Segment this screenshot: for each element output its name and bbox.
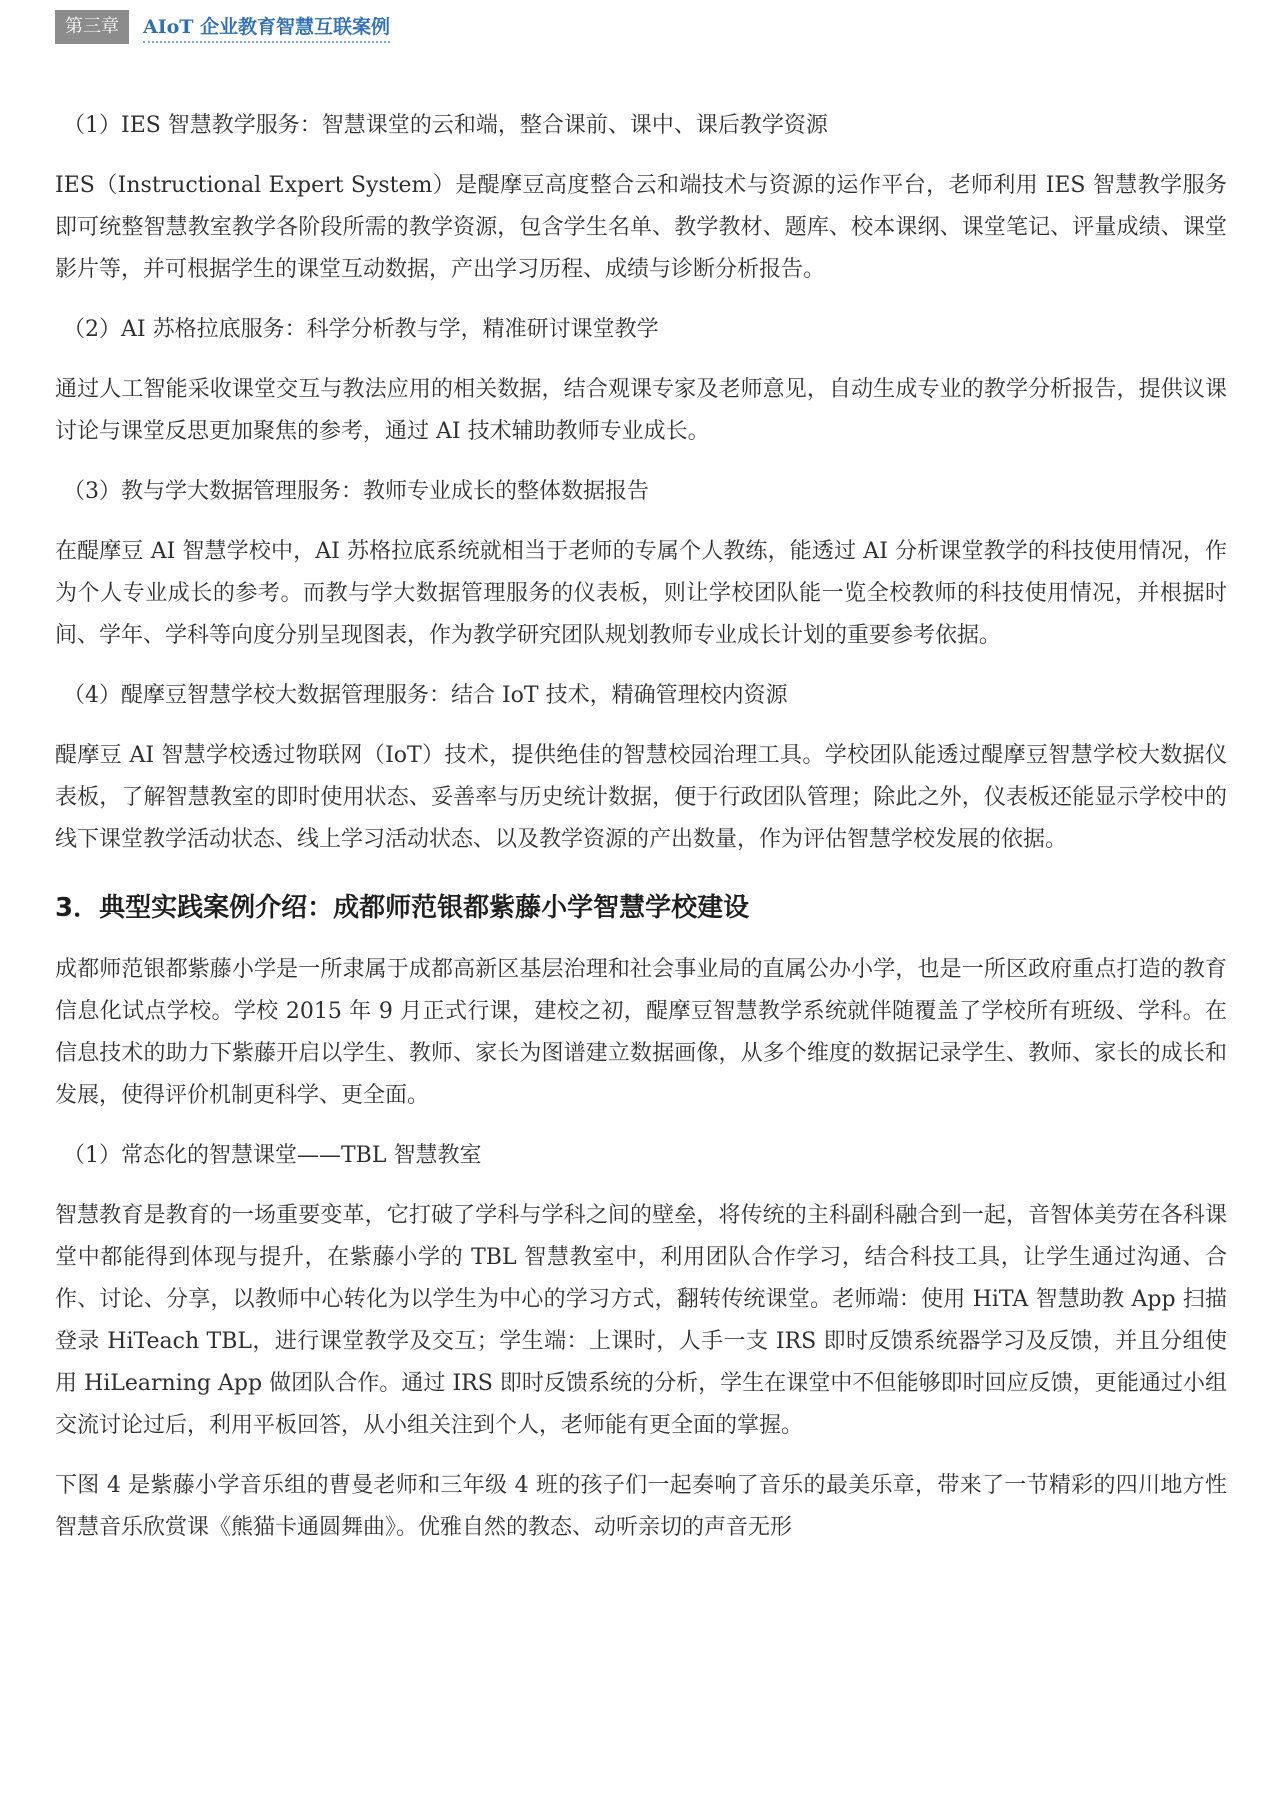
subheading-big-data-teaching: （3）教与学大数据管理服务：教师专业成长的整体数据报告 [63,479,649,504]
page-header [55,10,390,44]
paragraph-smart-school-iot: 醍摩豆 AI 智慧学校透过物联网（IoT）技术，提供绝佳的智慧校园治理工具。学校团队能透过醍摩豆智慧学校大数据仪表板，了解智慧教室的即时使用状态、妥善率与历史统计数据，便于行政团队管理；除此之外，仪表板还能显示学校中的线下课堂教学活动状态、线上学习活动状态、以及教学资源的产出数量，作为评估智慧学校发展的依据。 [55,743,1227,852]
paragraph-music-lesson: 下图 4 是紫藤小学音乐组的曹曼老师和三年级 4 班的孩子们一起奏响了音乐的最美乐章，带来了一节精彩的四川地方性智慧音乐欣赏课《熊猫卡通圆舞曲》。优雅自然的教态、动听亲切的声音无形 [55,1473,1227,1540]
paragraph-big-data-teaching: 在醍摩豆 AI 智慧学校中，AI 苏格拉底系统就相当于老师的专属个人教练，能透过 AI 分析课堂教学的科技使用情况，作为个人专业成长的参考。而教与学大数据管理服务的仪表板，则让学校团队能一览全校教师的科技使用情况，并根据时间、学年、学科等向度分别呈现图表，作为教学研究团队规划教师专业成长计划的重要参考依据。 [55,539,1227,648]
paragraph-tbl-classroom: 智慧教育是教育的一场重要变革，它打破了学科与学科之间的壁垒，将传统的主科副科融合到一起，音智体美劳在各科课堂中都能得到体现与提升，在紫藤小学的 TBL 智慧教室中，利用团队合作学习，结合科技工具，让学生通过沟通、合作、讨论、分享，以教师中心转化为以学生为中心的学习方式，翻转传统课堂。老师端：使用 HiTA 智慧助教 App 扫描登录 HiTeach TBL，进行课堂教学及交互；学生端：上课时，人手一支 IRS 即时反馈系统器学习及反馈，并且分组使用 HiLearning App 做团队合作。通过 IRS 即时反馈系统的分析，学生在课堂中不但能够即时回应反馈，更能通过小组交流讨论过后，利用平板回答，从小组关注到个人，老师能有更全面的掌握。 [55,1203,1227,1438]
running-title: AIoT 企业教育智慧互联案例 [143,12,390,43]
paragraph-school-intro: 成都师范银都紫藤小学是一所隶属于成都高新区基层治理和社会事业局的直属公办小学，也是一所区政府重点打造的教育信息化试点学校。学校 2015 年 9 月正式行课，建校之初，醍摩豆智慧教学系统就伴随覆盖了学校所有班级、学科。在信息技术的助力下紫藤开启以学生、教师、家长为图谱建立数据画像，从多个维度的数据记录学生、教师、家长的成长和发展，使得评价机制更科学、更全面。 [55,957,1227,1108]
page-content [55,105,1227,1567]
section-title-case-study: 3．典型实践案例介绍：成都师范银都紫藤小学智慧学校建设 [55,893,750,923]
paragraph-ai-socrates: 通过人工智能采收课堂交互与教法应用的相关数据，结合观课专家及老师意见，自动生成专业的教学分析报告，提供议课讨论与课堂反思更加聚焦的参考，通过 AI 技术辅助教师专业成长。 [55,377,1227,444]
subheading-smart-school-iot: （4）醍摩豆智慧学校大数据管理服务：结合 IoT 技术，精确管理校内资源 [63,683,788,708]
subheading-tbl-classroom: （1）常态化的智慧课堂——TBL 智慧教室 [63,1143,482,1168]
subheading-ai-socrates: （2）AI 苏格拉底服务：科学分析教与学，精准研讨课堂教学 [63,317,659,342]
paragraph-ies: IES（Instructional Expert System）是醍摩豆高度整合云和端技术与资源的运作平台，老师利用 IES 智慧教学服务即可统整智慧教室教学各阶段所需的教学资源，包含学生名单、教学教材、题库、校本课纲、课堂笔记、评量成绩、课堂影片等，并可根据学生的课堂互动数据，产出学习历程、成绩与诊断分析报告。 [55,173,1227,282]
chapter-label: 第三章 [55,10,129,44]
subheading-ies: （1）IES 智慧教学服务：智慧课堂的云和端，整合课前、课中、课后教学资源 [63,113,828,138]
